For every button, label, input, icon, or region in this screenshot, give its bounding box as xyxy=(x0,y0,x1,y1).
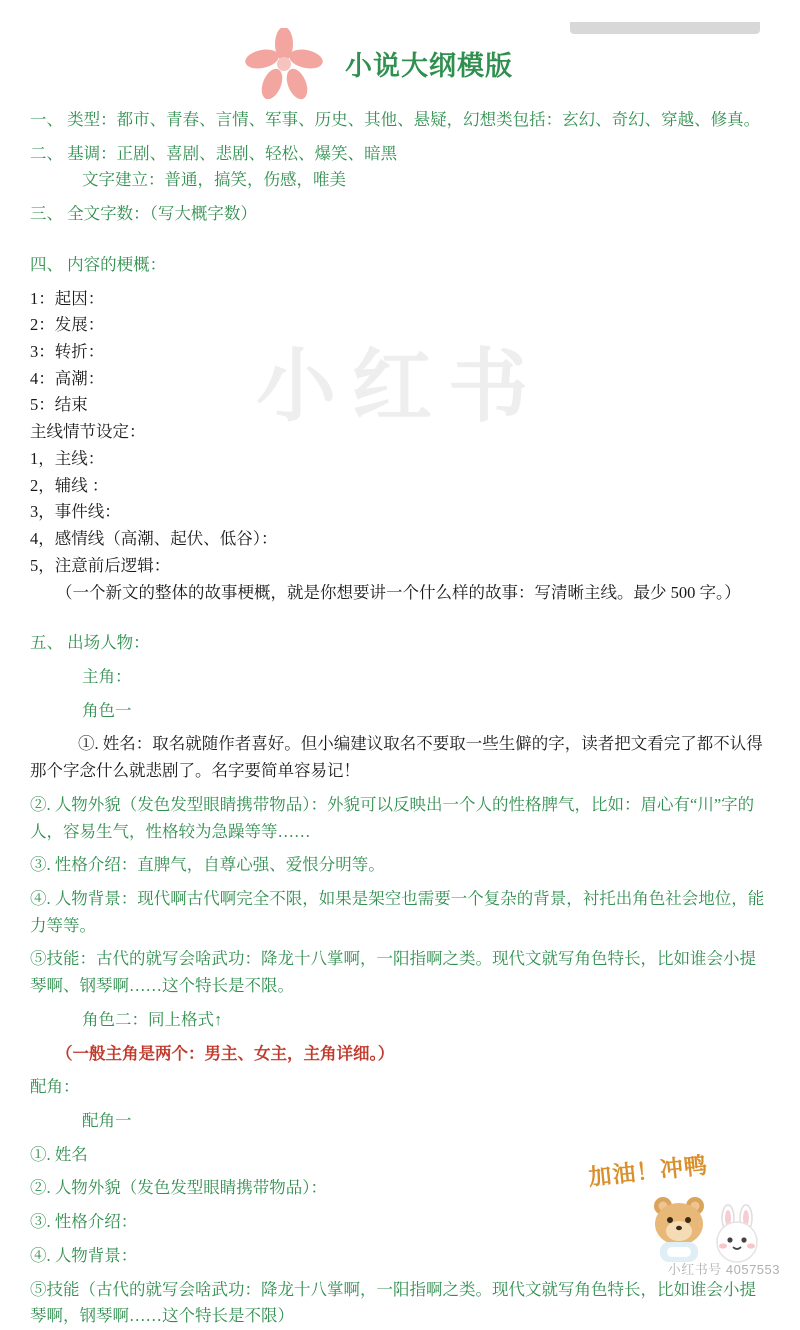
outline-line: 3，事件线： xyxy=(30,502,121,522)
outline-line: ④. 人物背景：现代啊古代啊完全不限，如果是架空也需要一个复杂的背景，衬托出角色社会地位，能力等等。 xyxy=(30,888,765,935)
outline-line: 5，注意前后逻辑： xyxy=(30,555,171,575)
outline-line: 5：结束 xyxy=(30,395,88,415)
page-title: 小说大纲模版 xyxy=(345,51,513,81)
outline-line: 配角一 xyxy=(82,1111,132,1130)
outline-line: 三、 全文字数：（写大概字数） xyxy=(30,204,257,224)
outline-line: ②. 人物外貌（发色发型眼睛携带物品）：外貌可以反映出一个人的性格脾气，比如：眉心有“川”字的人，容易生气，性格较为急躁等等…… xyxy=(30,794,755,841)
outline-line: ①. 姓名 xyxy=(30,1144,88,1164)
outline-line: 主线情节设定： xyxy=(30,422,146,442)
outline-line: 4，感情线（高潮、起伏、低谷）： xyxy=(30,529,278,549)
outline-line: 3：转折： xyxy=(30,342,105,362)
outline-line: ⑤技能（古代的就写会啥武功：降龙十八掌啊，一阳指啊之类。现代文就写角色特长，比如谁会小提琴啊，钢琴啊……这个特长是不限） xyxy=(30,1279,756,1326)
outline-line: ④. 人物背景： xyxy=(30,1245,138,1265)
outline-line: （一个新文的整体的故事梗概，就是你想要讲一个什么样的故事：写清晰主线。最少 500 字。） xyxy=(56,582,741,602)
document-body xyxy=(30,107,770,1330)
watermark: 小红书 xyxy=(256,342,544,431)
outline-line: 角色二：同上格式↑ xyxy=(82,1009,223,1029)
outline-line-highlight: （一般主角是两个：男主、女主，主角详细。） xyxy=(56,1043,395,1063)
outline-line: 1，主线： xyxy=(30,448,105,468)
outline-line: ⑤技能：古代的就写会啥武功：降龙十八掌啊，一阳指啊之类。现代文就写角色特长，比如谁会小提琴啊、钢琴啊……这个特长是不限。 xyxy=(30,949,756,996)
outline-line: 文字建立：普通，搞笑，伤感，唯美 xyxy=(82,170,346,190)
outline-line: ②. 人物外貌（发色发型眼睛携带物品）： xyxy=(30,1178,327,1198)
outline-line: 4：高潮： xyxy=(30,368,105,388)
outline-line: 五、 出场人物： xyxy=(30,633,150,653)
outline-line: 一、 类型：都市、青春、言情、军事、历史、其他、悬疑，幻想类包括：玄幻、奇幻、穿越、修真。 xyxy=(30,110,761,129)
outline-line: ①. 姓名：取名就随作者喜好。但小编建议取名不要取一些生僻的字，读者把文看完了都不认得那个字念什么就悲剧了。名字要简单容易记！ xyxy=(30,734,763,781)
outline-line: 配角： xyxy=(30,1077,80,1097)
outline-line: 主角： xyxy=(82,666,132,686)
outline-line: 1：起因： xyxy=(30,288,105,308)
outline-line: ③. 性格介绍： xyxy=(30,1212,138,1232)
outline-line: 角色一 xyxy=(82,700,132,720)
outline-line: 2，辅线 ： xyxy=(30,475,109,495)
document-page xyxy=(0,22,800,1326)
flower-icon xyxy=(245,28,323,100)
outline-line: 二、 基调：正剧、喜剧、悲剧、轻松、爆笑、暗黑 xyxy=(30,143,398,163)
outline-line: 四、 内容的梗概： xyxy=(30,254,167,274)
title-row xyxy=(30,22,770,100)
outline-line: ③. 性格介绍：直脾气，自尊心强、爱恨分明等。 xyxy=(30,855,385,875)
outline-line: 2：发展： xyxy=(30,315,105,335)
footer-account-id: 小红书号 4057553 xyxy=(667,1262,780,1277)
cheer-sticker-text: 加油！冲鸭 xyxy=(587,1151,710,1191)
